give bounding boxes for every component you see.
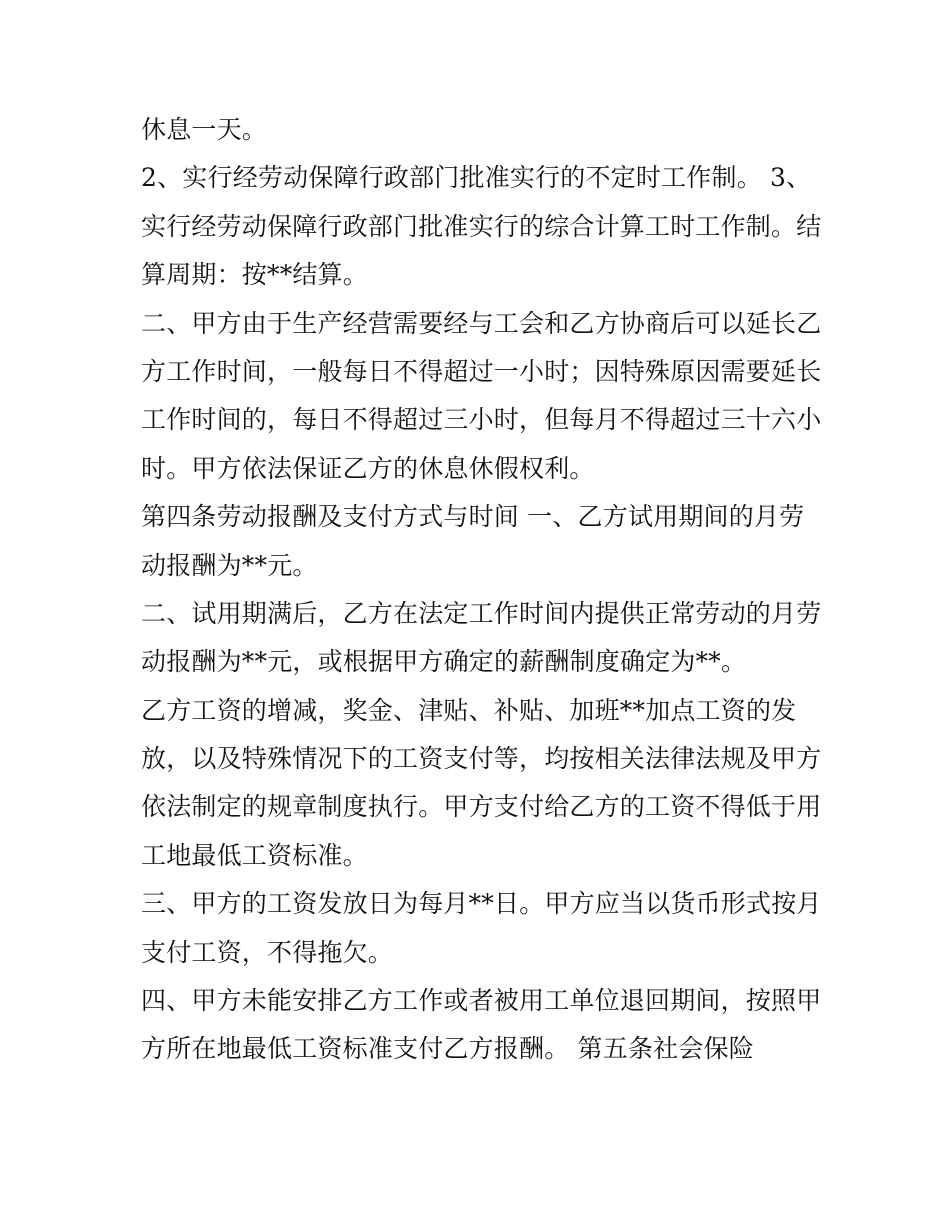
text-line: 时。甲方依法保证乙方的休息休假权利。 [141, 453, 595, 483]
text-line: 二、试用期满后，乙方在法定工作时间内提供正常劳动的月劳 [141, 598, 822, 628]
text-line: 三、甲方的工资发放日为每月**日。甲方应当以货币形式按月 [141, 889, 822, 919]
text-line: 方工作时间，一般每日不得超过一小时；因特殊原因需要延长 [141, 356, 822, 386]
text-line: 放，以及特殊情况下的工资支付等，均按相关法律法规及甲方 [141, 744, 822, 774]
text-line: 算周期：按**结算。 [141, 260, 369, 290]
text-line: 实行经劳动保障行政部门批准实行的综合计算工时工作制。结 [141, 211, 822, 241]
text-line: 乙方工资的增减，奖金、津贴、补贴、加班**加点工资的发 [141, 695, 797, 725]
text-line: 第四条劳动报酬及支付方式与时间 一、乙方试用期间的月劳 [141, 502, 805, 532]
text-line: 2、实行经劳动保障行政部门批准实行的不定时工作制。 3、 [141, 163, 812, 193]
text-line: 动报酬为**元。 [141, 550, 318, 580]
document-body [141, 106, 821, 1074]
text-line: 工地最低工资标准。 [141, 840, 368, 870]
text-line: 动报酬为**元，或根据甲方确定的薪酬制度确定为**。 [141, 647, 747, 677]
text-line: 工作时间的，每日不得超过三小时，但每月不得超过三十六小 [141, 405, 822, 435]
text-line: 四、甲方未能安排乙方工作或者被用工单位退回期间，按照甲 [141, 986, 822, 1016]
text-line: 方所在地最低工资标准支付乙方报酬。 第五条社会保险 [141, 1034, 754, 1064]
text-line: 休息一天。 [141, 115, 268, 144]
text-line: 二、甲方由于生产经营需要经与工会和乙方协商后可以延长乙 [141, 308, 822, 338]
text-line: 支付工资，不得拖欠。 [141, 937, 394, 967]
text-line: 依法制定的规章制度执行。甲方支付给乙方的工资不得低于用 [141, 792, 822, 822]
